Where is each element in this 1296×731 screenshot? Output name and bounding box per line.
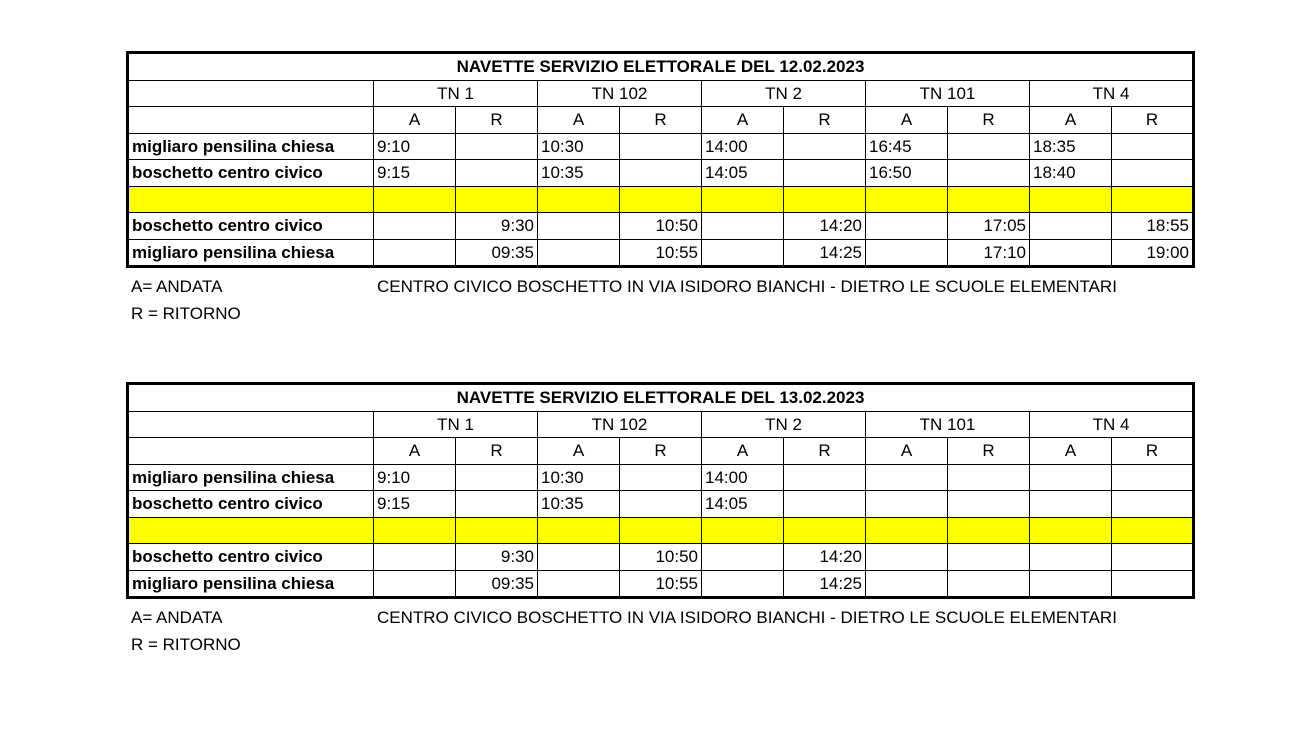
time-cell	[702, 239, 784, 267]
stop-name: migliaro pensilina chiesa	[128, 570, 374, 598]
time-cell	[866, 213, 948, 240]
direction-a: A	[1030, 438, 1112, 465]
time-cell: 14:05	[702, 160, 784, 187]
time-cell	[702, 213, 784, 240]
location-note: CENTRO CIVICO BOSCHETTO IN VIA ISIDORO BIANCHI - DIETRO LE SCUOLE ELEMENTARI	[377, 608, 1117, 627]
time-cell: 19:00	[1112, 239, 1194, 267]
time-cell: 10:55	[620, 570, 702, 598]
line-header: TN 101	[866, 411, 1030, 438]
separator-row	[128, 186, 1194, 213]
time-cell	[784, 160, 866, 187]
line-header: TN 102	[538, 411, 702, 438]
time-cell	[456, 491, 538, 518]
location-note: CENTRO CIVICO BOSCHETTO IN VIA ISIDORO BIANCHI - DIETRO LE SCUOLE ELEMENTARI	[377, 277, 1117, 296]
time-cell	[948, 160, 1030, 187]
time-cell	[948, 544, 1030, 571]
direction-a: A	[538, 438, 620, 465]
time-cell	[702, 570, 784, 598]
direction-r: R	[948, 438, 1030, 465]
direction-r: R	[620, 438, 702, 465]
table-title: NAVETTE SERVIZIO ELETTORALE DEL 12.02.2023	[128, 53, 1194, 81]
direction-r: R	[1112, 107, 1194, 134]
stop-name: migliaro pensilina chiesa	[128, 133, 374, 160]
time-cell	[1112, 570, 1194, 598]
table-row	[128, 239, 1194, 267]
direction-a: A	[866, 107, 948, 134]
direction-header-row	[128, 438, 1194, 465]
time-cell: 10:30	[538, 133, 620, 160]
time-cell	[1030, 491, 1112, 518]
stop-name: migliaro pensilina chiesa	[128, 464, 374, 491]
time-cell: 17:10	[948, 239, 1030, 267]
time-cell	[1030, 239, 1112, 267]
stop-name: boschetto centro civico	[128, 491, 374, 518]
time-cell	[866, 570, 948, 598]
time-cell: 10:50	[620, 544, 702, 571]
schedule-table	[126, 51, 1195, 268]
table-row	[128, 160, 1194, 187]
table-row	[128, 213, 1194, 240]
time-cell	[948, 133, 1030, 160]
time-cell: 9:15	[374, 491, 456, 518]
time-cell: 9:30	[456, 213, 538, 240]
time-cell	[620, 464, 702, 491]
time-cell: 9:15	[374, 160, 456, 187]
time-cell: 09:35	[456, 570, 538, 598]
time-cell: 18:35	[1030, 133, 1112, 160]
time-cell	[866, 544, 948, 571]
time-cell	[1112, 464, 1194, 491]
time-cell	[1112, 133, 1194, 160]
time-cell	[866, 464, 948, 491]
time-cell: 16:45	[866, 133, 948, 160]
time-cell: 10:35	[538, 160, 620, 187]
empty-cell	[128, 80, 374, 107]
direction-a: A	[538, 107, 620, 134]
direction-r: R	[948, 107, 1030, 134]
direction-r: R	[456, 107, 538, 134]
time-cell: 14:05	[702, 491, 784, 518]
time-cell: 10:55	[620, 239, 702, 267]
time-cell	[948, 570, 1030, 598]
time-cell	[1112, 160, 1194, 187]
separator-row	[128, 517, 1194, 544]
table-row	[128, 133, 1194, 160]
time-cell	[948, 491, 1030, 518]
time-cell	[784, 491, 866, 518]
direction-a: A	[702, 438, 784, 465]
time-cell	[374, 213, 456, 240]
time-cell: 10:30	[538, 464, 620, 491]
time-cell	[620, 160, 702, 187]
empty-cell	[128, 107, 374, 134]
line-header: TN 2	[702, 80, 866, 107]
line-header: TN 4	[1030, 80, 1194, 107]
direction-a: A	[866, 438, 948, 465]
empty-cell	[128, 411, 374, 438]
stop-name: boschetto centro civico	[128, 213, 374, 240]
time-cell: 14:00	[702, 464, 784, 491]
time-cell	[784, 133, 866, 160]
direction-r: R	[1112, 438, 1194, 465]
time-cell: 10:35	[538, 491, 620, 518]
time-cell: 17:05	[948, 213, 1030, 240]
line-header: TN 4	[1030, 411, 1194, 438]
time-cell: 9:30	[456, 544, 538, 571]
time-cell	[866, 491, 948, 518]
direction-a: A	[702, 107, 784, 134]
table-row	[128, 491, 1194, 518]
direction-a: A	[374, 107, 456, 134]
direction-a: A	[1030, 107, 1112, 134]
time-cell: 09:35	[456, 239, 538, 267]
time-cell	[456, 133, 538, 160]
time-cell	[1030, 544, 1112, 571]
time-cell	[1112, 491, 1194, 518]
time-cell	[538, 570, 620, 598]
line-header: TN 101	[866, 80, 1030, 107]
direction-r: R	[456, 438, 538, 465]
line-header: TN 1	[374, 411, 538, 438]
time-cell	[784, 464, 866, 491]
table-row	[128, 544, 1194, 571]
time-cell	[538, 544, 620, 571]
table-row	[128, 464, 1194, 491]
direction-r: R	[620, 107, 702, 134]
time-cell	[702, 544, 784, 571]
direction-a: A	[374, 438, 456, 465]
legend-andata: A= ANDATA	[131, 277, 223, 296]
line-header: TN 1	[374, 80, 538, 107]
time-cell	[374, 544, 456, 571]
direction-r: R	[784, 438, 866, 465]
time-cell	[1112, 544, 1194, 571]
time-cell	[1030, 213, 1112, 240]
time-cell	[1030, 570, 1112, 598]
schedule-block-2	[126, 382, 1194, 599]
time-cell: 16:50	[866, 160, 948, 187]
table-title: NAVETTE SERVIZIO ELETTORALE DEL 13.02.2023	[128, 384, 1194, 412]
table-row	[128, 570, 1194, 598]
time-cell	[374, 570, 456, 598]
time-cell: 14:20	[784, 544, 866, 571]
time-cell	[456, 464, 538, 491]
time-cell: 18:40	[1030, 160, 1112, 187]
legend-andata: A= ANDATA	[131, 608, 223, 627]
stop-name: migliaro pensilina chiesa	[128, 239, 374, 267]
time-cell	[374, 239, 456, 267]
time-cell	[1030, 464, 1112, 491]
stop-name: boschetto centro civico	[128, 160, 374, 187]
time-cell: 14:00	[702, 133, 784, 160]
time-cell	[948, 464, 1030, 491]
schedule-table	[126, 382, 1195, 599]
time-cell: 9:10	[374, 464, 456, 491]
time-cell	[620, 133, 702, 160]
line-header: TN 2	[702, 411, 866, 438]
time-cell	[866, 239, 948, 267]
time-cell	[538, 239, 620, 267]
empty-cell	[128, 438, 374, 465]
time-cell	[620, 491, 702, 518]
line-header: TN 102	[538, 80, 702, 107]
legend-ritorno: R = RITORNO	[131, 304, 241, 323]
time-cell: 18:55	[1112, 213, 1194, 240]
direction-r: R	[784, 107, 866, 134]
time-cell	[538, 213, 620, 240]
time-cell: 14:20	[784, 213, 866, 240]
time-cell: 14:25	[784, 239, 866, 267]
time-cell: 9:10	[374, 133, 456, 160]
time-cell	[456, 160, 538, 187]
legend-ritorno: R = RITORNO	[131, 635, 241, 654]
schedule-block-1	[126, 51, 1194, 268]
stop-name: boschetto centro civico	[128, 544, 374, 571]
time-cell: 10:50	[620, 213, 702, 240]
time-cell: 14:25	[784, 570, 866, 598]
direction-header-row	[128, 107, 1194, 134]
line-header-row	[128, 80, 1194, 107]
line-header-row	[128, 411, 1194, 438]
